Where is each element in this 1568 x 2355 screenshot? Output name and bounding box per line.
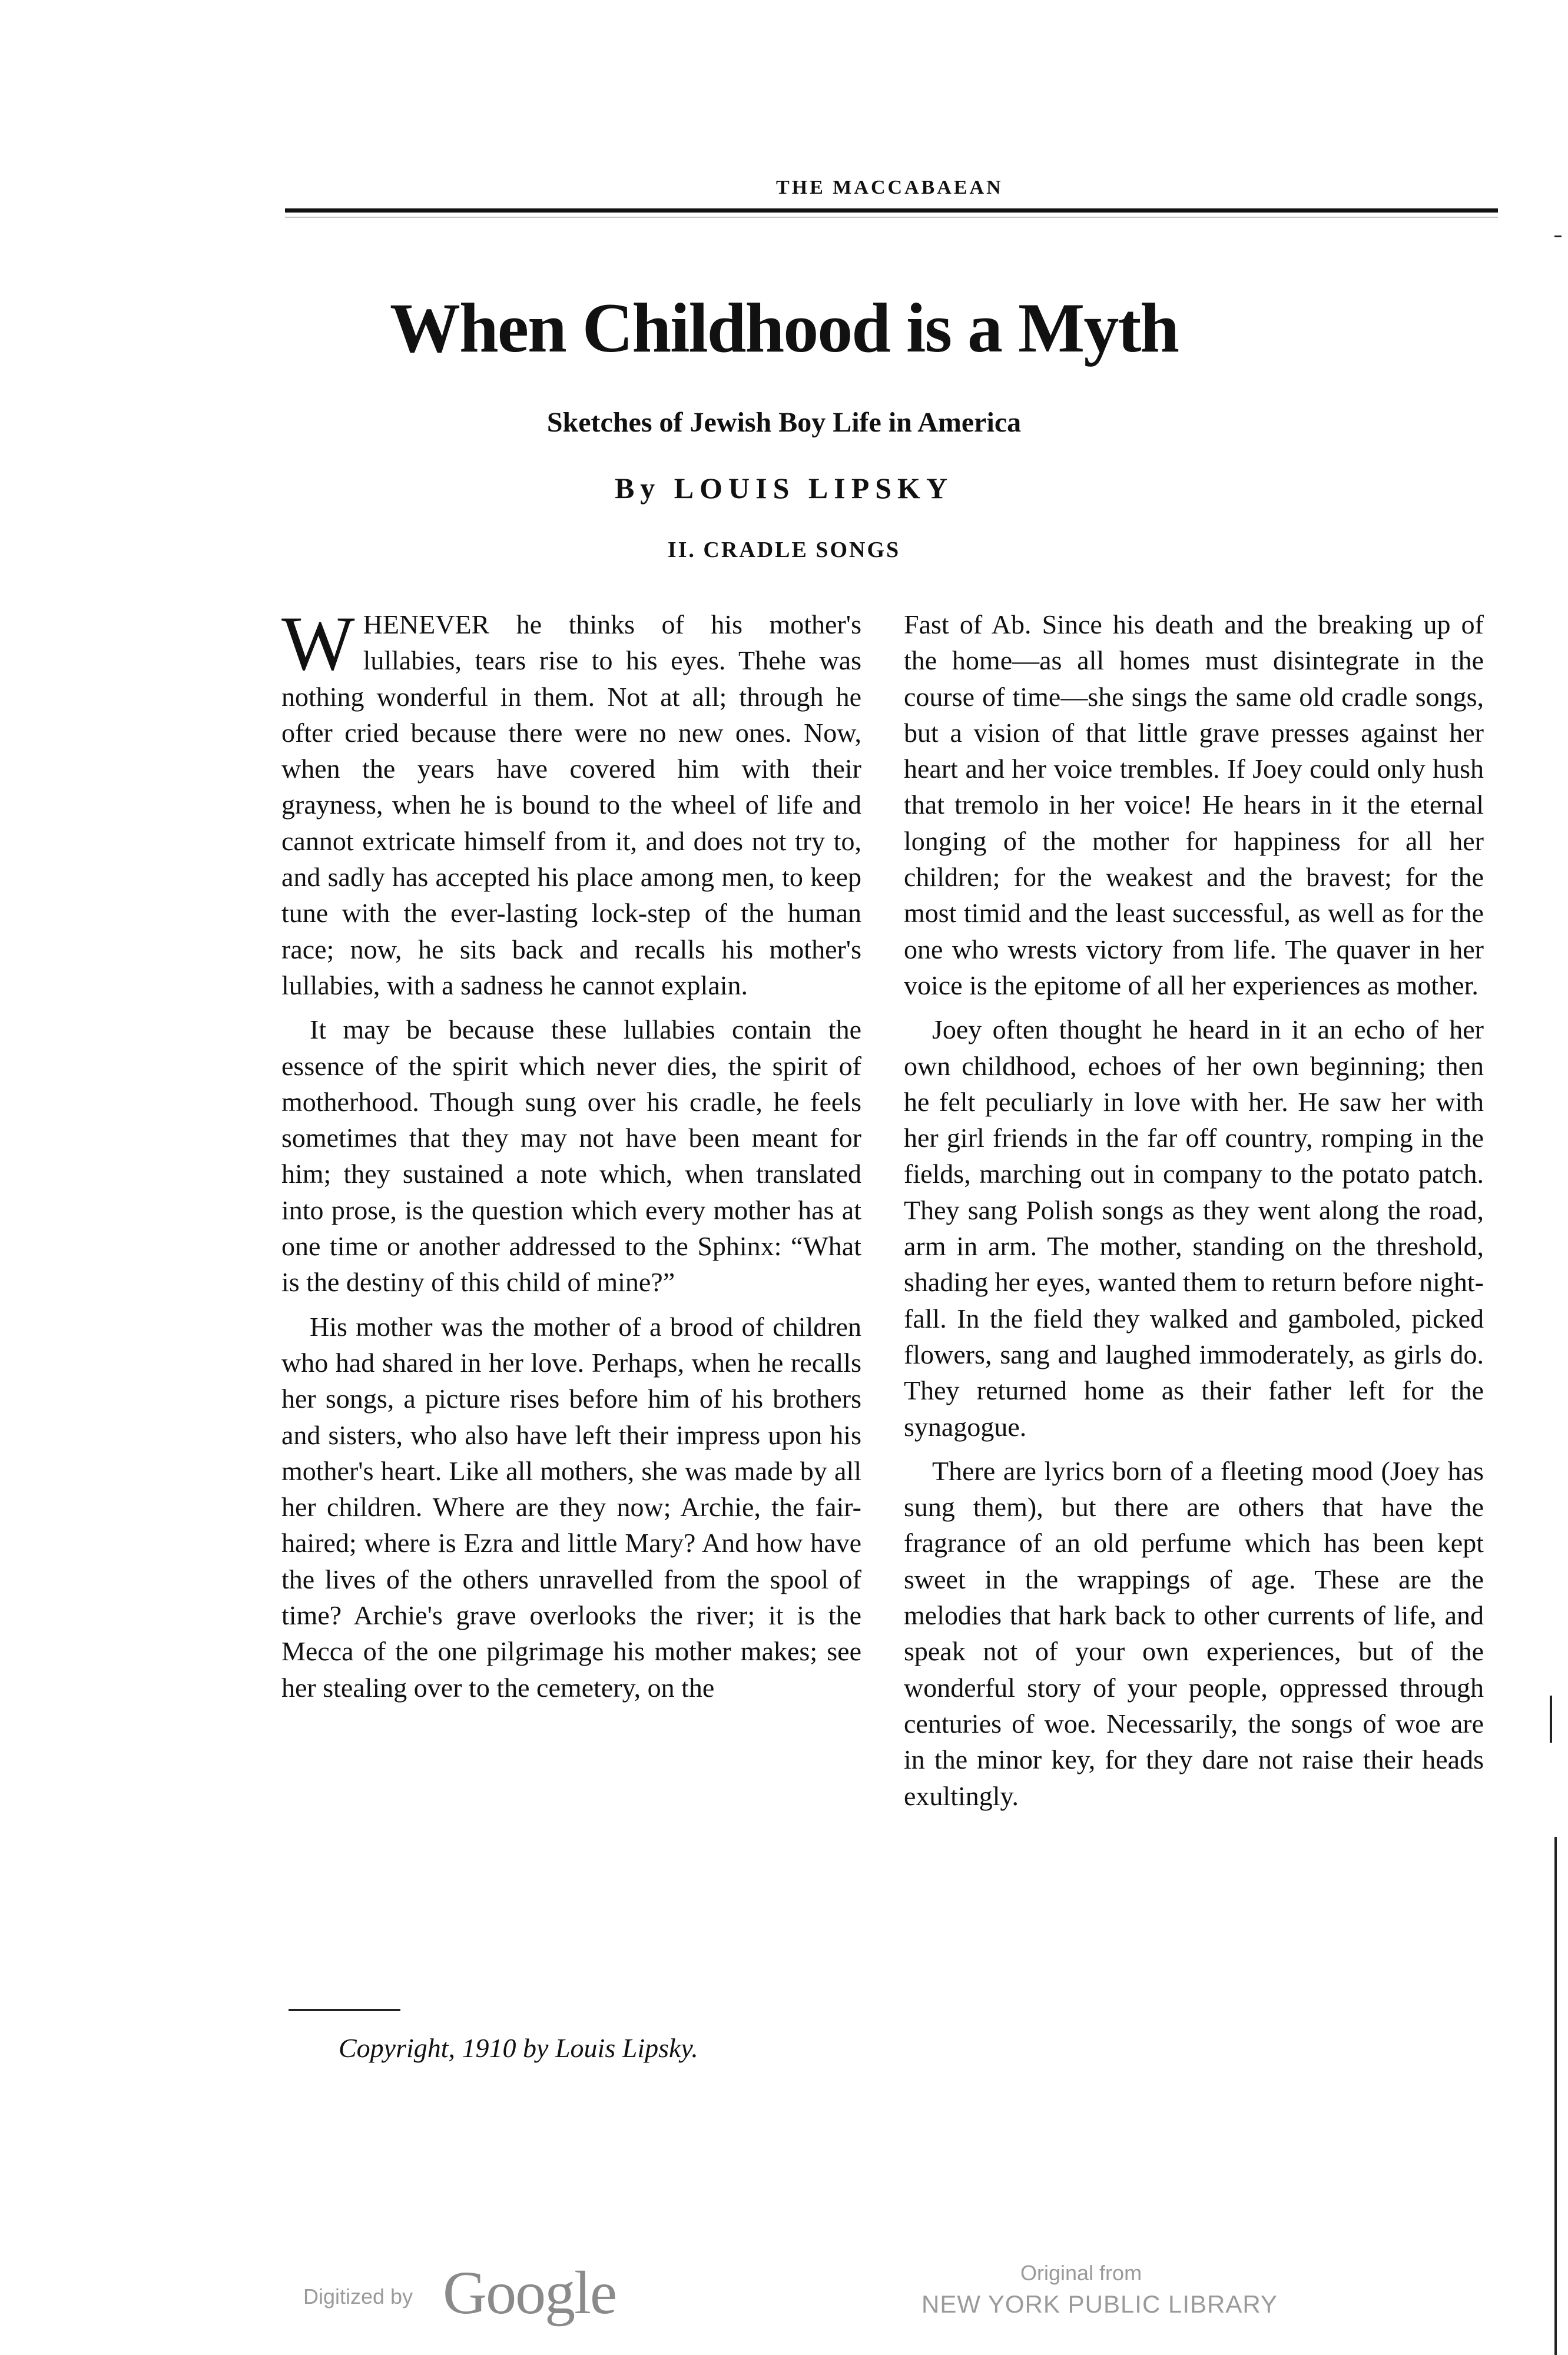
google-logo: Google — [443, 2259, 616, 2327]
article-title: When Childhood is a Myth — [389, 288, 1179, 367]
library-name: NEW YORK PUBLIC LIBRARY — [921, 2290, 1278, 2318]
section-heading: II. CRADLE SONGS — [667, 538, 901, 562]
running-head: THE MACCABAEAN — [776, 177, 1003, 198]
paragraph: Fast of Ab. Since his death and the breaking up of the home—as all homes must disintegrate in the course of time—she sings the same old cradle songs, but a vision of that little grave presses against her heart and her voice trembles. If Joey could only hush that tremolo in her voice! He hears in it the eternal longing of the mother for happiness for all her children; for the weakest and the bravest; for the most timid and the least successful, as well as for the one who wrests victory from life. The quaver in her voice is the epitome of all her experiences as mother. — [904, 609, 1484, 1000]
scan-edge-mark — [1550, 1696, 1552, 1743]
right-column — [904, 606, 1484, 1822]
drop-cap: W — [281, 600, 355, 686]
paragraph-text: HENEVER he thinks of his mother's lullabies, tears rise to his eyes. Thehe was nothing wonderful in them. Not at all; through he ofter cried because there were no new ones. Now, when the years have covered him with their grayness, when he is bound to the wheel of life and cannot extricate himself from it, and does not try to, and sadly has accepted his place among men, to keep tune with the ever-lasting lock-step of the human race; now, he sits back and recalls his mother's lullabies, with a sadness he cannot explain. — [281, 609, 861, 1000]
article-subtitle: Sketches of Jewish Boy Life in America — [546, 407, 1022, 438]
header-rule-thin — [285, 217, 1498, 218]
header-rule — [285, 208, 1498, 213]
paragraph: Joey often thought he heard in it an echo of her own childhood, echoes of her own beginning; then he felt peculiarly in love with her. He saw her with her girl friends in the far off country, romping in the fields, marching out in company to the potato patch. They sang Polish songs as they went along the road, arm in arm. The mother, standing on the threshold, shading her eyes, wanted them to return before night-fall. In the field they walked and gamboled, picked flowers, sang and laughed immoderately, as girls do. They returned home as their father left for the synagogue. — [904, 1014, 1484, 1442]
scan-edge-mark — [1554, 1837, 1557, 2355]
digitized-by-label: Digitized by — [303, 2284, 413, 2308]
paragraph: His mother was the mother of a brood of children who had shared in her love. Perhaps, when he recalls her songs, a picture rises before him of his brothers and sisters, who also have left their impress upon his mother's heart. Like all mothers, she was made by all her children. Where are they now; Archie, the fair-haired; where is Ezra and little Mary? And how have the lives of the others unravelled from the spool of time? Archie's grave overlooks the river; it is the Mecca of the one pilgrimage his mother makes; see her stealing over to the cemetery, on the — [281, 1311, 861, 1703]
paragraph: There are lyrics born of a fleeting mood (Joey has sung them), but there are others that have the fragrance of an old perfume which has been kept sweet in the wrappings of age. These are the melodies that hark back to other currents of life, and speak not of your own experiences, but of the wonderful story of your people, oppressed through centuries of woe. Necessarily, the songs of woe are in the minor key, for they dare not raise their heads exultingly. — [904, 1455, 1484, 1811]
footnote-rule — [289, 2009, 400, 2011]
byline: By LOUIS LIPSKY — [614, 472, 954, 505]
left-column — [281, 600, 861, 1714]
copyright-note: Copyright, 1910 by Louis Lipsky. — [339, 2033, 698, 2063]
paragraph: It may be because these lullabies contain the essence of the spirit which never dies, the spirit of motherhood. Though sung over his cradle, he feels sometimes that they may not have been meant for him; they sustained a note which, when translated into prose, is the question which every mother has at one time or another addressed to the Sphinx: “What is the destiny of this child of mine?” — [281, 1014, 861, 1298]
paragraph — [281, 600, 861, 1003]
scan-edge-mark — [1554, 236, 1562, 237]
original-from-label: Original from — [1020, 2261, 1142, 2285]
